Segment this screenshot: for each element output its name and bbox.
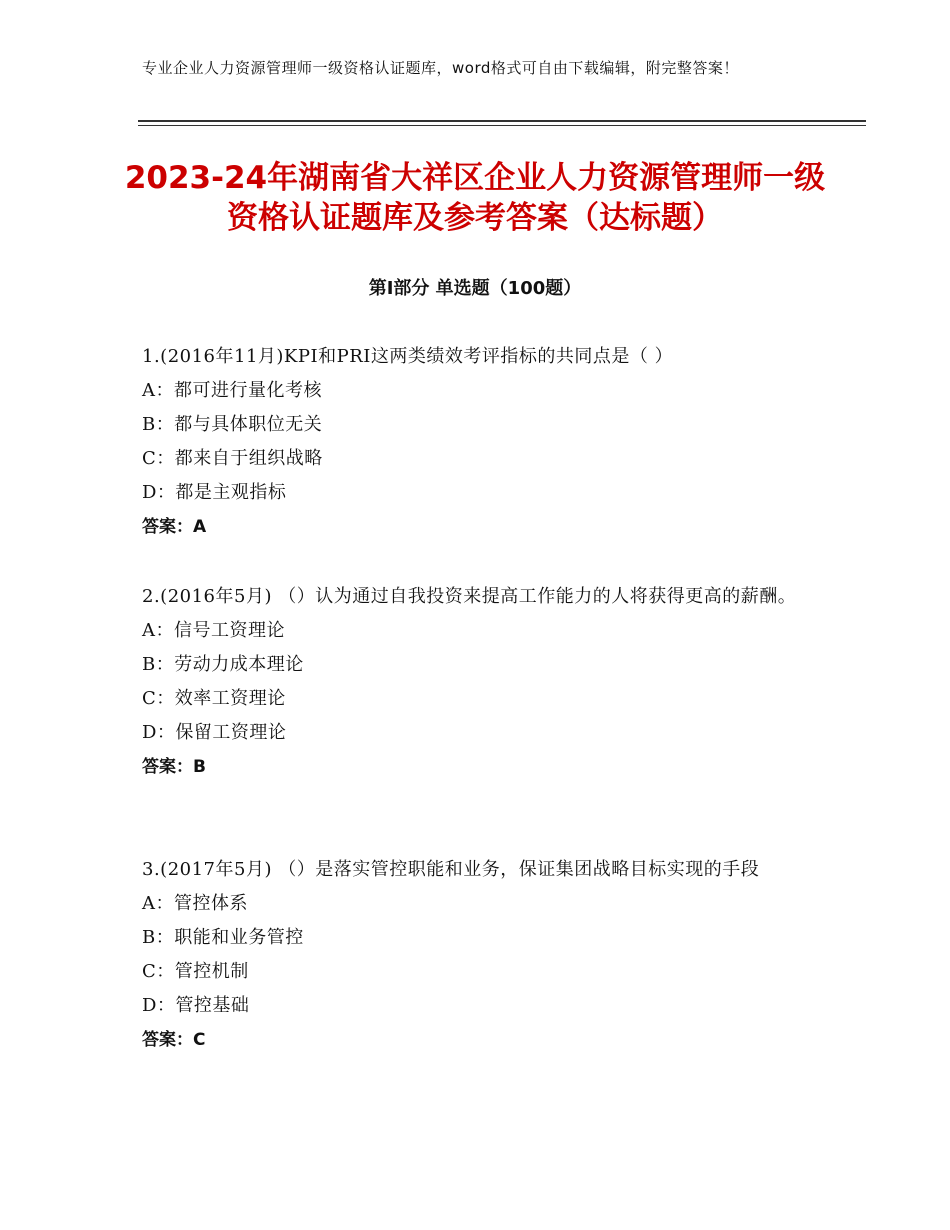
question-3 xyxy=(142,853,812,1057)
option-c: C：都来自于组织战略 xyxy=(142,448,323,469)
option-a: A：都可进行量化考核 xyxy=(142,380,322,401)
header-rule-thick xyxy=(138,120,866,122)
option-a: A：信号工资理论 xyxy=(142,620,285,641)
question-stem: 2.(2016年5月) （）认为通过自我投资来提高工作能力的人将获得更高的薪酬。 xyxy=(142,586,797,607)
question-stem: 1.(2016年11月)KPI和PRI这两类绩效考评指标的共同点是（ ） xyxy=(142,346,674,367)
answer-label: 答案：C xyxy=(142,1030,206,1050)
option-b: B：都与具体职位无关 xyxy=(142,414,323,435)
header-note: 专业企业人力资源管理师一级资格认证题库，word格式可自由下载编辑，附完整答案！ xyxy=(142,59,739,77)
section-title: 第Ⅰ部分 单选题（100题） xyxy=(368,278,582,299)
document-title: 2023-24年湖南省大祥区企业人力资源管理师一级资格认证题库及参考答案（达标题） xyxy=(124,160,826,236)
option-a: A：管控体系 xyxy=(142,893,248,914)
question-2 xyxy=(142,580,812,784)
header-rule-thin xyxy=(138,125,866,126)
option-b: B：职能和业务管控 xyxy=(142,927,304,948)
option-b: B：劳动力成本理论 xyxy=(142,654,304,675)
answer-label: 答案：B xyxy=(142,757,206,777)
option-d: D：管控基础 xyxy=(142,995,250,1016)
question-stem: 3.(2017年5月) （）是落实管控职能和业务，保证集团战略目标实现的手段 xyxy=(142,859,760,880)
option-d: D：保留工资理论 xyxy=(142,722,287,743)
answer-label: 答案：A xyxy=(142,517,207,537)
option-c: C：管控机制 xyxy=(142,961,249,982)
question-1 xyxy=(142,340,812,544)
option-d: D：都是主观指标 xyxy=(142,482,287,503)
option-c: C：效率工资理论 xyxy=(142,688,286,709)
